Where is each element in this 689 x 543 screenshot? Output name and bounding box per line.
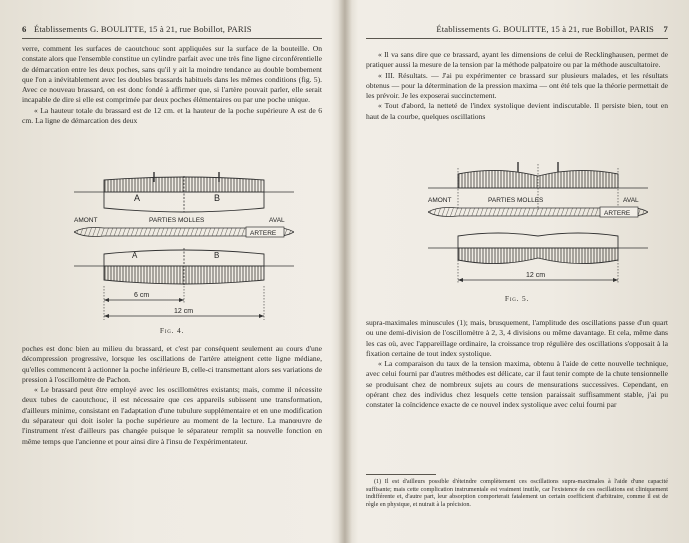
right-page-number: 7 <box>663 24 668 34</box>
right-page <box>366 0 668 543</box>
right-header-text: Établissements G. BOULITTE, 15 à 21, rue Bobillot, PARIS <box>436 24 654 34</box>
fig4-label-a: A <box>134 193 141 203</box>
right-para-4: supra-maximales minuscules (1); mais, brusquement, l'amplitude des oscillations passe d'un quart ou une demi-division de l'oscillomètre à 2, 3, 4 divisions ou même davantage. Et cela, même dans les cas où, avec l'appareillage ordinaire, la croissance trop régulière des oscillations s'opposait à la fixation certaine de tout index systolique. <box>366 318 668 358</box>
right-para-5: « La comparaison du taux de la tension maxima, obtenu à l'aide de cette nouvelle technique, avec celui fourni par d'autres méthodes est délicate, car il faut tenir compte de la chute tensionnelle se produisant chez de nombreux sujets au cours de mensurations successives. Cependant, en opérant chez des individus chez lesquels cette tension paraissait suffisamment stable, j'ai pu constater la coïncidence exacte de ce nouvel index systolique avec celui fourni par <box>366 359 668 410</box>
fig4-aval: AVAL <box>269 217 285 224</box>
fig4-dim-12cm: 12 cm <box>174 308 194 315</box>
fig5-caption: Fig. 5. <box>504 294 530 303</box>
footnote-text: (1) Il est d'ailleurs possible d'éteindre complètement ces oscillations supra-maximales à l'aide d'une capacité suffisante; mais cette complication instrumentale est vraiment inutile, car l'existence de ces oscillations est cliniquement indifférente et, d'autre part, leur absorption comporterait fatalement un certain coefficient d'arbitraire, comme il est de règle en physique, et nuirait à la précision. <box>366 478 668 508</box>
fig4-label-b: B <box>214 193 221 203</box>
right-text-top <box>366 50 668 122</box>
left-para-2: « La hauteur totale du brassard est de 12 cm. et la hauteur de la poche supérieure A est de 6 cm. La ligne de démarcation des deux <box>22 105 322 126</box>
fig4-parties-molles: PARTIES MOLLES <box>149 217 205 224</box>
fig5-parties-molles: PARTIES MOLLES <box>488 197 544 204</box>
fig4-dim-6cm: 6 cm <box>134 292 150 299</box>
left-para-1: verre, comment les surfaces de caoutchouc sont appliquées sur la surface de la bouteille. On constate alors que l'ensemble constitue un cylindre parfait avec une très fine ligne circonférentielle de démarcation entre les deux poches, sans qu'il y ait la moindre tendance au double bombement que l'on a inévitablement avec les doubles brassards habituels dans les mêmes conditions (fig. 5). Avec ce nouveau brassard, on est donc fondé à affirmer que, si l'artère pouvait parler, elle serait incapable de dire si elle est comprimée par deux poches élémentaires ou par une poche unique. <box>22 44 322 105</box>
left-text-bottom <box>22 344 322 447</box>
fig4-label-a-bottom: A <box>132 251 138 260</box>
left-para-3: poches est donc bien au milieu du brassard, et c'est par conséquent seulement au cours d'une décompression progressive, lorsque les oscillations de l'artère atteignent cette ligne médiane, qu'elles commencent à actionner la poche inférieure B, celle-ci transmettant alors ses variations de pression à l'oscillomètre de Pachon. <box>22 344 322 384</box>
left-header-text: Établissements G. BOULITTE, 15 à 21, rue Bobillot, PARIS <box>34 24 252 34</box>
fig5-artere: ARTERE <box>604 210 631 217</box>
left-text-top <box>22 44 322 126</box>
footnote-rule <box>366 474 436 475</box>
fig5-amont: AMONT <box>428 197 452 204</box>
left-para-4: « Le brassard peut être employé avec les oscillomètres existants; mais, comme il nécessite deux tubes de caoutchouc, il est nécessaire que ces appareils subissent une transformation, d'ailleurs minime, consistant en l'adaptation d'une tubulure supplémentaire et en une modification du séparateur qui doit isoler la poche supérieure au moment de la lecture. La manœuvre de l'instrument n'est d'ailleurs pas changée puisque le séparateur remplit sa nouvelle fonction en même temps que l'ancienne et pour ainsi dire à l'insu de l'expérimentateur. <box>22 385 322 446</box>
right-running-head <box>366 24 668 39</box>
figure-4-diagram <box>74 170 294 322</box>
fig4-artere: ARTERE <box>250 230 277 237</box>
fig5-dim-12cm: 12 cm <box>526 272 546 279</box>
fig5-aval: AVAL <box>623 197 639 204</box>
fig4-amont: AMONT <box>74 217 98 224</box>
left-running-head <box>22 24 322 39</box>
book-gutter <box>338 0 352 543</box>
left-page-number: 6 <box>22 24 27 34</box>
figure-5-diagram <box>428 160 648 288</box>
fig4-caption: Fig. 4. <box>159 326 185 335</box>
right-para-1: « Il va sans dire que ce brassard, ayant les dimensions de celui de Recklinghausen, permet de pratiquer aussi la mesure de la tension par la méthode palpatoire ou par la méthode auscultatoire. <box>366 50 668 70</box>
left-page <box>22 0 322 543</box>
right-text-bottom <box>366 318 668 411</box>
right-para-3: « Tout d'abord, la netteté de l'index systolique devient indiscutable. Il persiste bien, tout en haut de la courbe, quelques oscillations <box>366 101 668 121</box>
footnote <box>366 478 668 508</box>
fig4-top-cuff <box>74 172 294 212</box>
right-para-2: « III. Résultats. — J'ai pu expérimenter ce brassard sur plusieurs malades, et les résultats obtenus — pour la détermination de la pression maxima — ont été tels que la théorie permettait de les prévoir. Je les exposerai succinctement. <box>366 70 668 101</box>
fig4-label-b-bottom: B <box>214 251 220 260</box>
